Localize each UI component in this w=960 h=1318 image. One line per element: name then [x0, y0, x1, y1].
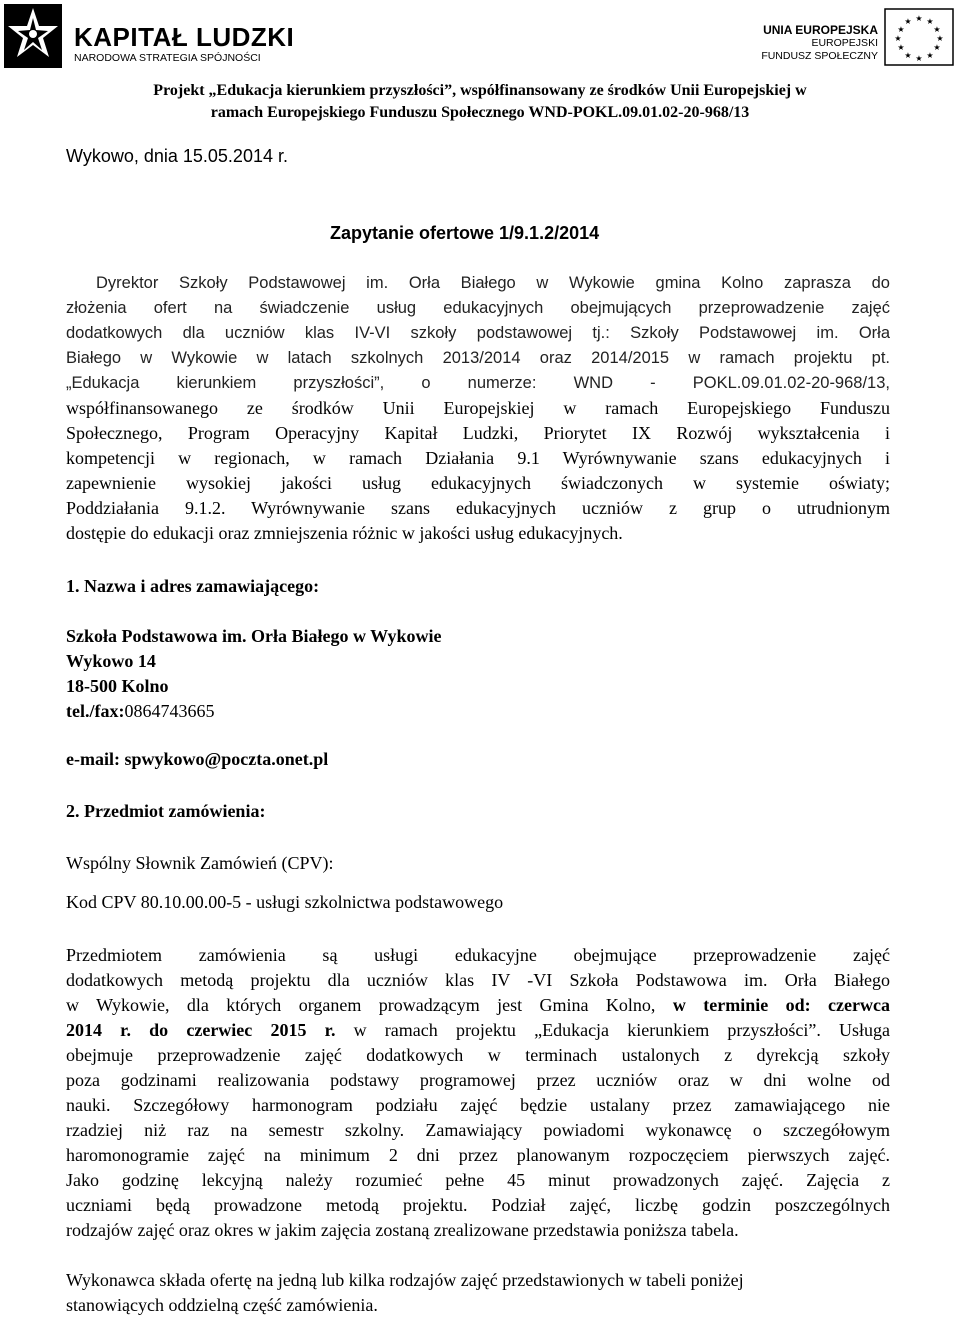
kapital-ludzki-title: KAPITAŁ LUDZKI: [74, 22, 295, 52]
desc-line-11: uczniami będą prowadzone metodą projektu. Podział zajęć, liczbę godzin poszczególnych: [66, 1195, 890, 1215]
svg-text:★: ★: [926, 51, 934, 60]
order-description-paragraph: [66, 943, 890, 1243]
svg-text:★: ★: [904, 17, 912, 26]
intro-line-1: Dyrektor Szkoły Podstawowej im. Orła Białego w Wykowie gmina Kolno zaprasza do: [96, 274, 890, 292]
desc-line-7: nauki. Szczegółowy harmonogram podziału zajęć będzie ustalany przez zamawiającego nie: [66, 1095, 890, 1115]
svg-text:★: ★: [915, 14, 923, 23]
desc-line-1: Przedmiotem zamówienia są usługi edukacyjne obejmujące przeprowadzenie zajęć: [66, 945, 890, 965]
desc-line-6: poza godzinami realizowania podstawy programowej przez uczniów oraz w dni wolne od: [66, 1070, 890, 1090]
section1-heading: 1. Nazwa i adres zamawiającego:: [66, 576, 320, 596]
school-name: Szkoła Podstawowa im. Orła Białego w Wykowie: [66, 626, 442, 646]
eu-logo: [738, 2, 958, 74]
project-line-2: ramach Europejskiego Funduszu Społecznego WND-POKL.09.01.02-20-968/13: [210, 104, 750, 121]
project-header: [60, 80, 900, 124]
svg-text:★: ★: [915, 54, 923, 63]
offer-paragraph: [66, 1268, 890, 1318]
offer-line-1: Wykonawca składa ofertę na jedną lub kilka rodzajów zajęć przedstawionych w tabeli poniżej: [66, 1270, 744, 1290]
svg-text:★: ★: [936, 34, 944, 43]
cpv-label: Wspólny Słownik Zamówień (CPV):: [66, 853, 334, 873]
cpv-code: Kod CPV 80.10.00.00-5 - usługi szkolnictwa podstawowego: [66, 892, 504, 912]
svg-text:★: ★: [926, 17, 934, 26]
eu-logo-line1: UNIA EUROPEJSKA: [763, 23, 878, 37]
document-date: Wykowo, dnia 15.05.2014 r.: [66, 146, 288, 166]
intro-line-2: złożenia ofert na świadczenie usług edukacyjnych obejmujących przeprowadzenie zajęć: [66, 299, 890, 317]
kapital-ludzki-subtitle: NARODOWA STRATEGIA SPÓJNOŚCI: [74, 52, 261, 64]
school-phone: tel./fax:0864743665: [66, 701, 215, 721]
star-emblem-icon: [4, 4, 62, 68]
school-email: e-mail: spwykowo@poczta.onet.pl: [66, 749, 329, 769]
eu-logo-line2: EUROPEJSKI: [811, 37, 878, 49]
desc-line-5: obejmuje przeprowadzenie zajęć dodatkowych w terminach ustalonych z dyrekcją szkoły: [66, 1045, 890, 1065]
desc-line-2: dodatkowych metodą projektu dla uczniów klas IV -VI Szkoła Podstawowa im. Orła Białego: [66, 970, 890, 990]
section2-heading: 2. Przedmiot zamówienia:: [66, 801, 266, 821]
intro-line-10: Poddziałania 9.1.2. Wyrównywanie szans edukacyjnych uczniów z grup o utrudnionym: [66, 498, 890, 518]
school-city: 18-500 Kolno: [66, 676, 169, 696]
desc-line-8: rzadziej niż raz na semestr szkolny. Zamawiający powiadomi wykonawcę o szczegółowym: [66, 1120, 890, 1140]
intro-paragraph: [66, 271, 890, 396]
svg-text:★: ★: [904, 51, 912, 60]
eu-logo-text: [738, 24, 878, 63]
svg-text:★: ★: [933, 25, 941, 34]
svg-text:★: ★: [933, 43, 941, 52]
intro-paragraph-continued: [66, 396, 890, 546]
project-line-1: Projekt „Edukacja kierunkiem przyszłości”, współfinansowany ze środków Unii Europejskiej w: [153, 82, 807, 99]
desc-line-10: Jako godzinę lekcyjną należy rozumieć pełne 45 minut prowadzonych zajęć. Zajęcia z: [66, 1170, 890, 1190]
desc-line-9: haromonogramie zajęć na minimum 2 dni przez planowanym rozpoczęciem pierwszych zajęć.: [66, 1145, 890, 1165]
desc-line-4: 2014 r. do czerwiec 2015 r. w ramach projektu „Edukacja kierunkiem przyszłości”. Usługa: [66, 1020, 890, 1040]
svg-text:★: ★: [897, 25, 905, 34]
intro-line-6: współfinansowanego ze środków Unii Europejskiej w ramach Europejskiego Funduszu: [66, 398, 890, 418]
desc-line-3: w Wykowie, dla których organem prowadzącym jest Gmina Kolno, w terminie od: czerwca: [66, 995, 890, 1015]
intro-line-7: Społecznego, Program Operacyjny Kapitał Ludzki, Priorytet IX Rozwój wykształcenia i: [66, 423, 890, 443]
svg-text:★: ★: [894, 34, 902, 43]
intro-line-11: dostępie do edukacji oraz zmniejszenia różnic w jakości usług edukacyjnych.: [66, 523, 623, 543]
eu-logo-line3: FUNDUSZ SPOŁECZNY: [761, 50, 878, 62]
contracting-authority-address: [66, 624, 442, 724]
eu-flag-icon: [884, 8, 954, 66]
intro-line-3: dodatkowych dla uczniów klas IV-VI szkoły podstawowej tj.: Szkoły Podstawowej im. Orła: [66, 324, 890, 342]
offer-line-2: stanowiących oddzielną część zamówienia.: [66, 1295, 378, 1315]
desc-line-12: rodzajów zajęć oraz okres w jakim zajęcia zostaną zrealizowane przedstawia poniższa tabela.: [66, 1220, 739, 1240]
intro-line-5: „Edukacja kierunkiem przyszłości”, o numerze: WND - POKL.09.01.02-20-968/13,: [66, 374, 890, 392]
intro-line-8: kompetencji w regionach, w ramach Działania 9.1 Wyrównywanie szans edukacyjnych i: [66, 448, 890, 468]
intro-line-4: Białego w Wykowie w latach szkolnych 2013/2014 oraz 2014/2015 w ramach projektu pt.: [66, 349, 890, 367]
school-street: Wykowo 14: [66, 651, 156, 671]
intro-line-9: zapewnienie wysokiej jakości usług edukacyjnych świadczonych w systemie oświaty;: [66, 473, 890, 493]
kapital-ludzki-logo: [4, 4, 295, 72]
document-title: Zapytanie ofertowe 1/9.1.2/2014: [330, 223, 600, 243]
svg-text:★: ★: [897, 43, 905, 52]
